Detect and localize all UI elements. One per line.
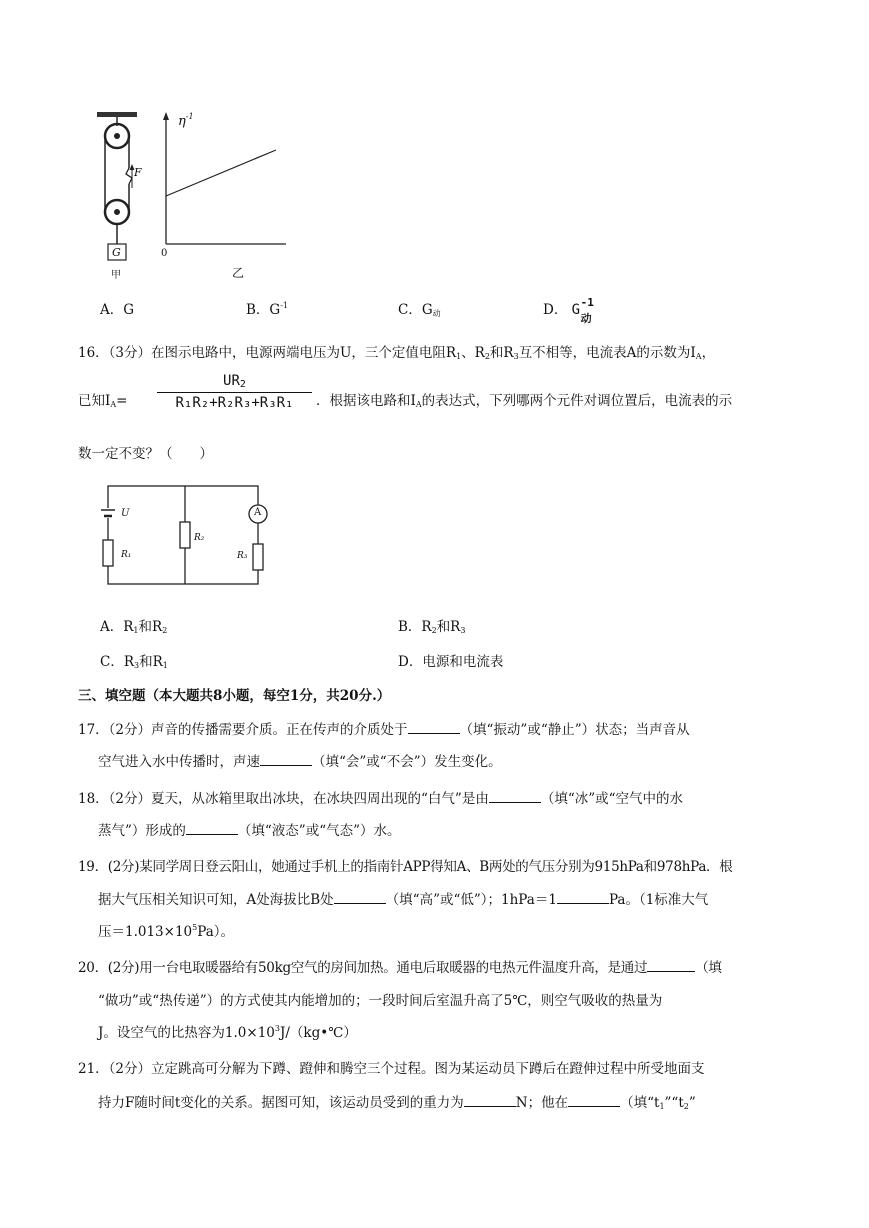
q17-line-2: 空气进入水中传播时，声速 （填“会”或“不会”）发生变化。 xyxy=(98,754,502,770)
fraction-denominator: R₁R₂+R₂R₃+R₃R₁ xyxy=(175,395,294,411)
q20-line-2: “做功”或“热传递”）的方式使其内能增加的；一段时间后室温升高了5℃，则空气吸收的热量为 xyxy=(98,993,663,1009)
figure-label-jia: 甲 xyxy=(111,270,121,281)
q18-blank-2[interactable] xyxy=(186,822,238,835)
q16-option-a: A．$R_1$和$R_2$ xyxy=(100,619,168,635)
pulley-figure-jia xyxy=(92,108,152,288)
graph-y-axis-label: $\eta^{-1}$ xyxy=(178,112,194,129)
q20-line-3: J。设空气的比热容为$1.0\times 10^3J/(kg•℃)$ xyxy=(98,1024,357,1041)
force-f-label: F xyxy=(134,166,142,179)
q19-blank-1[interactable] xyxy=(334,891,386,904)
ammeter-a-label: A xyxy=(254,507,262,518)
circuit-diagram xyxy=(100,480,270,590)
circuit-r3-label: R₃ xyxy=(237,551,248,561)
q16-line-2-prefix: 已知$I_A=$ xyxy=(78,393,128,409)
q15-option-d: D． G -1 动 xyxy=(543,296,594,325)
q19-line-1: 19．(2分)某同学周日登云阳山，她通过手机上的指南针APP得知A、B两处的气压分别为915hPa和978hPa．根 xyxy=(78,859,733,875)
q19-line-2: 据大气压相关知识可知，A处海拔比B处 （填“高”或“低”）；1hPa＝1 Pa。（1标准大气 xyxy=(98,892,709,908)
q15-option-a: A．G xyxy=(100,302,135,318)
fraction-numerator: $UR_2$ xyxy=(223,373,246,390)
q21-line-2: 持力F随时间t变化的关系。据图可知，该运动员受到的重力为 N；他在 （填“$t_1”“t_2$” xyxy=(98,1095,696,1111)
q17-blank-1[interactable] xyxy=(408,721,460,734)
q20-line-1: 20．(2分)用一台电取暖器给有50kg空气的房间加热。通电后取暖器的电热元件温度升高，是通过 （填 xyxy=(78,960,722,976)
figure-label-yi: 乙 xyxy=(232,266,245,280)
efficiency-graph-yi xyxy=(150,112,290,252)
q16-option-d: D．电源和电流表 xyxy=(398,654,504,670)
q21-blank-1[interactable] xyxy=(464,1094,516,1107)
q20-blank-1[interactable] xyxy=(647,959,695,972)
q16-line-3: 数一定不变？（ ） xyxy=(78,446,213,462)
circuit-r1-label: R₁ xyxy=(121,550,132,560)
q15-option-b: B．$G^{-1}$ xyxy=(246,301,289,318)
q16-option-c: C．$R_3$和$R_1$ xyxy=(100,654,168,670)
current-fraction xyxy=(157,373,312,411)
q21-blank-2[interactable] xyxy=(568,1094,620,1107)
q16-option-b: B．$R_2$和$R_3$ xyxy=(398,619,466,635)
q16-line-2-suffix: ．根据该电路和$I_A$的表达式，下列哪两个元件对调位置后，电流表的示 xyxy=(316,393,733,409)
q18-line-2: 蒸气”）形成的 （填“液态”或“气态”）水。 xyxy=(98,823,401,839)
q21-line-1: 21．（2分）立定跳高可分解为下蹲、蹬伸和腾空三个过程。图为某运动员下蹲后在蹬伸过程中所受地面支 xyxy=(78,1061,705,1077)
q15-option-c: C．$G_动$ xyxy=(398,302,441,318)
q18-line-1: 18．（2分）夏天，从冰箱里取出冰块，在冰块四周出现的“白气”是由 （填“冰”或“空气中的水 xyxy=(78,791,684,807)
weight-g-label: G xyxy=(112,246,121,259)
q19-line-3: 压$=1.013\times 10^5Pa$）。 xyxy=(98,923,235,940)
q19-blank-2[interactable] xyxy=(557,891,609,904)
circuit-u-label: U xyxy=(121,508,130,519)
q16-line-1: 16．（3分）在图示电路中，电源两端电压为U，三个定值电阻$R_1$、$R_2$和$R_3$互不相等，电流表A的示数为$I_A$， xyxy=(78,345,716,361)
q17-blank-2[interactable] xyxy=(260,753,312,766)
section-3-heading: 三、填空题（本大题共8小题，每空1分，共20分.） xyxy=(78,688,391,704)
circuit-r2-label: R₂ xyxy=(194,533,205,543)
q17-line-1: 17．（2分）声音的传播需要介质。正在传声的介质处于 （填“振动”或“静止”）状态；当声音从 xyxy=(78,722,690,738)
graph-origin-label: 0 xyxy=(161,248,168,259)
q18-blank-1[interactable] xyxy=(489,790,541,803)
